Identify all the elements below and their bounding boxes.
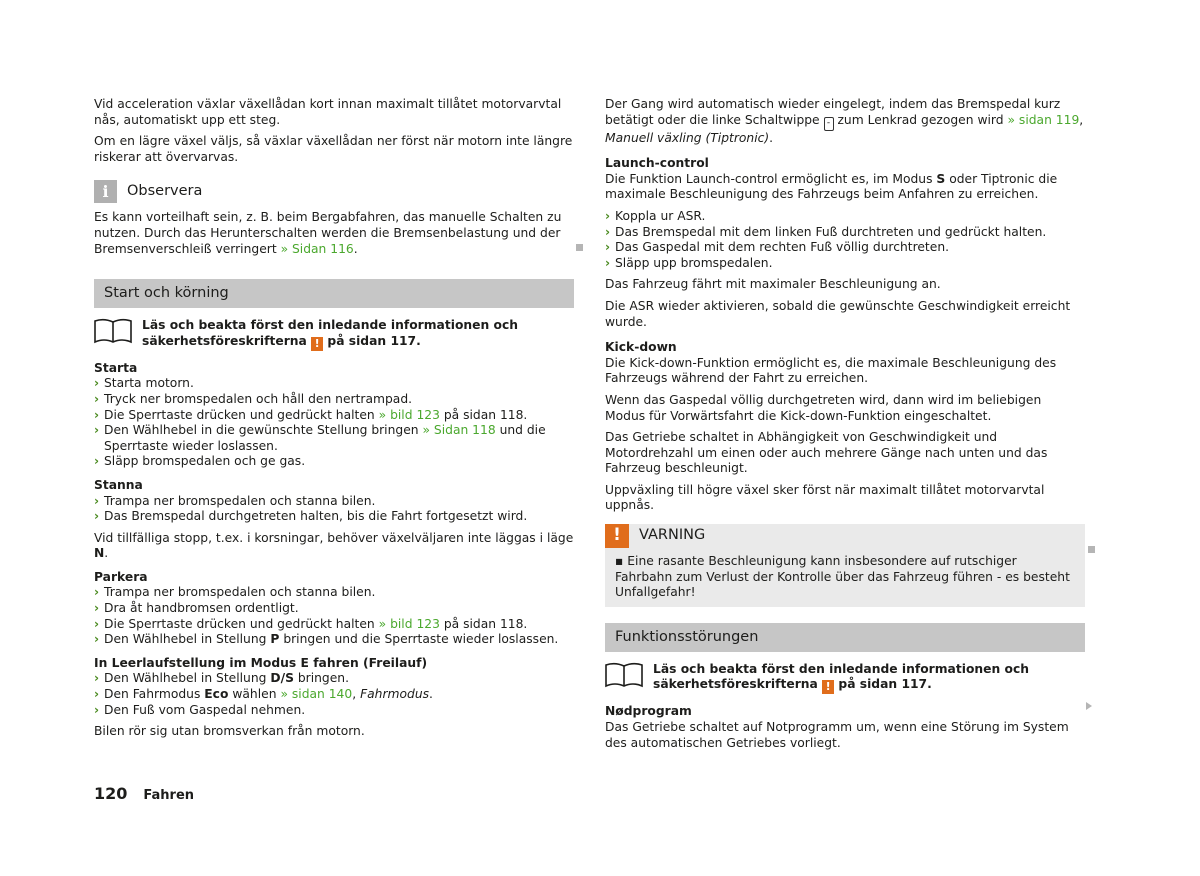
subheading-starta: Starta [94,360,138,375]
kickdown-paragraph-2: Wenn das Gaspedal völlig durchgetreten wird, dann wird im beliebigen Modus für Vorwärtsfahrt die Kick-down-Funktion eingeschaltet. [605,392,1042,423]
list-item: › Die Sperrtaste drücken und gedrückt halten » bild 123 på sidan 118. [94,407,528,422]
list-item: › Dra åt handbromsen ordentligt. [94,601,299,616]
subheading-notprogramm: Nødprogram [605,704,692,719]
subheading-leerlauf: In Leerlaufstellung im Modus E fahren (Freilauf) [94,655,428,670]
note-title: Observera [127,183,203,200]
chapter-title: Fahren [143,788,195,803]
list-item: › Das Bremspedal durchgetreten halten, bis die Fahrt fortgesetzt wird. [94,509,528,524]
bullet-icon: ▪ [615,554,624,569]
list-item: › Den Fahrmodus Eco wählen » sidan 140, Fahrmodus. [94,687,433,702]
note-link[interactable]: » Sidan 116 [280,241,354,256]
page-number: 120 [94,784,128,803]
subheading-parkera: Parkera [94,569,148,584]
list-item: › Tryck ner bromspedalen och håll den nertrampad. [94,391,413,406]
paddle-minus-icon: - [824,117,834,131]
chevron-right-icon: › [94,585,100,600]
book-icon [94,318,132,344]
chevron-right-icon: › [94,632,100,647]
subheading-kick-down: Kick-down [605,340,677,355]
chevron-right-icon: › [94,493,100,508]
right-intro: Der Gang wird automatisch wieder eingelegt, indem das Bremspedal kurz betätigt oder die linke Schaltwippe - zum Lenkrad gezogen wird » sidan 119, Manuell växling (Tiptronic). [605,97,1084,145]
right-column [605,97,1085,757]
read-first-notice: Läs och beakta först den inledande informationen och säkerhetsföreskrifterna ! på sidan 117. [605,662,1085,695]
note-header [94,179,574,204]
warning-icon: ! [311,337,323,351]
chevron-right-icon: › [94,407,100,422]
list-item: › Starta motorn. [94,376,194,391]
kickdown-paragraph-4: Uppväxling till högre växel sker först när maximalt tillåtet motorvarvtal uppnås. [605,482,1045,513]
kickdown-paragraph-3: Das Getriebe schaltet in Abhängigkeit von Geschwindigkeit und Motordrehzahl um einen oder auch mehrere Gänge nach unten und das Fahrzeug beschleunigt. [605,430,1048,476]
chevron-right-icon: › [94,454,100,469]
list-item: › Trampa ner bromspedalen och stanna bilen. [94,585,376,600]
list-item: › Den Wählhebel in die gewünschte Stellung bringen » Sidan 118 und die Sperrtaste wieder loslassen. [94,423,546,453]
kickdown-paragraph-1: Die Kick-down-Funktion ermöglicht es, die maximale Beschleunigung des Fahrzeugs während der Fahrt zu erreichen. [605,355,1057,386]
intro-paragraph-1: Vid acceleration växlar växellådan kort innan maximalt tillåtet motorvarvtal nås, automatiskt upp ett steg. [94,97,562,127]
intro-paragraph-2: Om en lägre växel väljs, så växlar växellådan ner först när motorn inte längre riskerar att övervarvas. [94,134,573,164]
warning-icon: ! [822,680,834,694]
list-item: › Den Fuß vom Gaspedal nehmen. [94,702,306,717]
chevron-right-icon: › [605,224,611,239]
list-item: › Trampa ner bromspedalen och stanna bilen. [94,493,376,508]
chevron-right-icon: › [605,255,611,270]
launch-paragraph-1: Das Fahrzeug fährt mit maximaler Beschleunigung an. [605,277,941,292]
warning-text: ▪ Eine rasante Beschleunigung kann insbesondere auf rutschiger Fahrbahn zum Verlust der Kontrolle über das Fahrzeug führen - es besteht Unfallgefahr! [615,554,1070,600]
list-item: › Släpp bromspedalen och ge gas. [94,454,306,469]
list-item: › Den Wählhebel in Stellung D/S bringen. [94,671,350,686]
left-column [94,97,574,746]
list-item: › Das Bremspedal mit dem linken Fuß durchtreten und gedrückt halten. [605,224,1047,239]
page-link[interactable]: » Sidan 118 [422,423,496,438]
chevron-right-icon: › [94,509,100,524]
chevron-right-icon: › [94,376,100,391]
figure-link[interactable]: » bild 123 [378,616,440,631]
subheading-stanna: Stanna [94,477,143,492]
section-title-start: Start och körning [94,279,574,308]
note-text: Es kann vorteilhaft sein, z. B. beim Bergabfahren, das manuelle Schalten zu nutzen. Durch das Herunterschalten werden die Bremsenbelastung und der Bremsenverschleiß verringert » Sidan 116. [94,210,562,256]
continue-arrow-icon [1086,702,1092,710]
info-icon: i [94,180,117,203]
stanna-paragraph: Vid tillfälliga stopp, t.ex. i korsningar, behöver växelväljaren inte läggas i läge N. [94,530,574,561]
chevron-right-icon: › [94,616,100,631]
chevron-right-icon: › [94,601,100,616]
launch-paragraph-2: Die ASR wieder aktivieren, sobald die gewünschte Geschwindigkeit erreicht wurde. [605,298,1071,329]
chevron-right-icon: › [605,240,611,255]
chevron-right-icon: › [605,208,611,223]
chevron-right-icon: › [94,671,100,686]
chevron-right-icon: › [94,687,100,702]
section-end-marker [1088,546,1095,553]
warning-header [605,524,1085,548]
page-link[interactable]: » sidan 119 [1007,112,1080,127]
chevron-right-icon: › [94,391,100,406]
leerlauf-paragraph: Bilen rör sig utan bromsverkan från motorn. [94,724,365,739]
page-link[interactable]: » sidan 140 [280,687,353,702]
launch-description: Die Funktion Launch-control ermöglicht es, im Modus S oder Tiptronic die maximale Beschleunigung des Fahrzeugs beim Anfahren zu erreichen. [605,171,1058,202]
chevron-right-icon: › [94,423,100,438]
figure-link[interactable]: » bild 123 [378,407,440,422]
section-end-marker [576,244,583,251]
page-footer [94,786,194,804]
list-item: › Den Wählhebel in Stellung P bringen und die Sperrtaste wieder loslassen. [94,632,559,647]
warning-box [605,524,1085,607]
list-item: › Das Gaspedal mit dem rechten Fuß völlig durchtreten. [605,240,950,255]
list-item: › Släpp upp bromspedalen. [605,255,773,270]
list-item: › Koppla ur ASR. [605,208,706,223]
chevron-right-icon: › [94,702,100,717]
read-first-notice: Läs och beakta först den inledande informationen och säkerhetsföreskrifterna ! på sidan 117. [94,318,574,351]
notprogramm-text: Das Getriebe schaltet auf Notprogramm um, wenn eine Störung im System des automatischen Getriebes vorliegt. [605,720,1069,750]
list-item: › Die Sperrtaste drücken und gedrückt halten » bild 123 på sidan 118. [94,616,528,631]
section-title-funktionsstorungen: Funktionsstörungen [605,623,1085,652]
subheading-launch-control: Launch-control [605,156,709,171]
warning-icon: ! [605,524,629,548]
warning-title: VARNING [639,527,706,544]
book-icon [605,662,643,688]
